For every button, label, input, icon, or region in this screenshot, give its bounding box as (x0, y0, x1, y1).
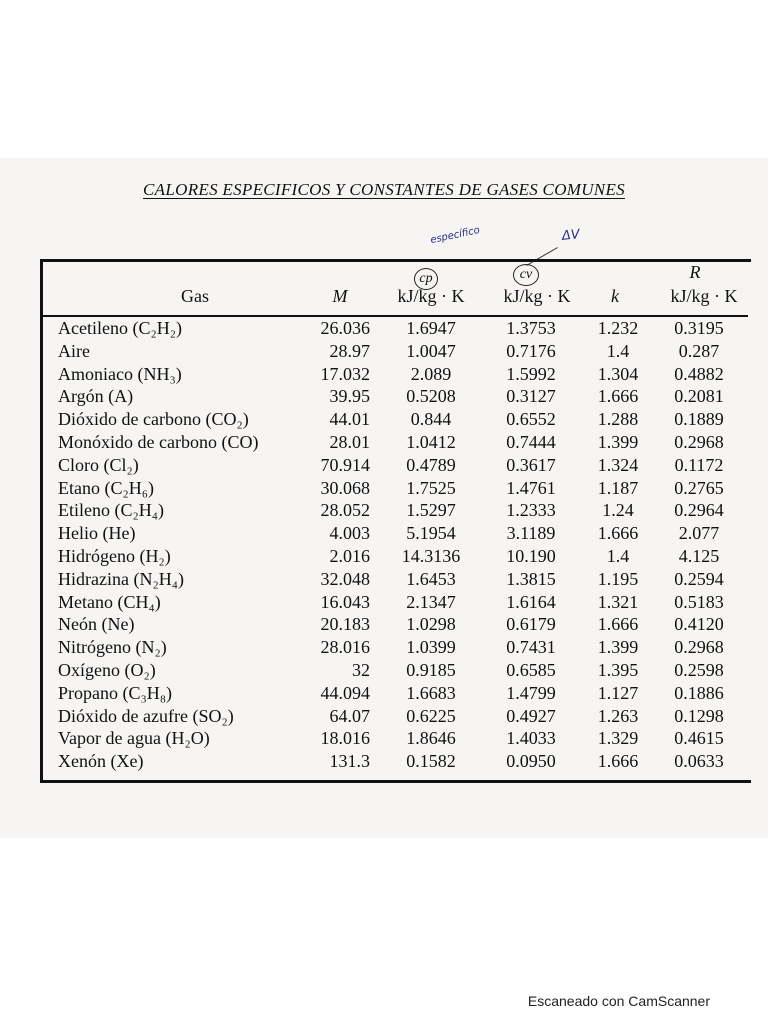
cell-k: 1.24 (602, 500, 634, 521)
cell-gas: Etileno (C₂H₄) (58, 500, 165, 521)
table-body (0, 317, 768, 773)
cell-r: 0.2594 (674, 568, 724, 589)
cell-m: 28.01 (329, 431, 370, 452)
cell-k: 1.324 (597, 454, 639, 475)
cell-cv: 0.6552 (506, 409, 556, 430)
cell-cv: 0.0950 (506, 751, 556, 772)
table-row (0, 727, 768, 750)
cell-k: 1.127 (597, 682, 639, 703)
header-cv-symbol: cv (513, 264, 539, 286)
table-row (0, 454, 768, 477)
cell-k: 1.263 (597, 705, 639, 726)
cell-m: 64.07 (329, 705, 370, 726)
cell-r: 0.4615 (674, 728, 724, 749)
header-k: k (611, 286, 619, 306)
cell-k: 1.232 (597, 318, 639, 338)
cell-r: 0.5183 (674, 591, 724, 612)
document-title: CALORES ESPECIFICOS Y CONSTANTES DE GASES COMUNES (143, 180, 625, 199)
table-row (0, 568, 768, 591)
cell-r: 0.2968 (674, 637, 724, 658)
cell-r: 0.2964 (674, 500, 724, 521)
cell-cv: 0.4927 (506, 705, 556, 726)
cell-r: 0.2081 (674, 386, 724, 407)
cell-k: 1.187 (597, 477, 639, 498)
cell-cv: 1.6164 (506, 591, 556, 612)
cell-r: 4.125 (678, 545, 720, 566)
cell-gas: Monóxido de carbono (CO) (58, 431, 259, 452)
cell-m: 70.914 (320, 454, 370, 475)
cell-gas: Acetileno (C₂H₂) (58, 318, 183, 338)
cell-m: 4.003 (329, 523, 370, 544)
cell-r: 0.287 (678, 340, 720, 361)
header-cp-symbol: cp (414, 268, 438, 290)
cell-gas: Cloro (Cl₂) (58, 454, 139, 475)
cell-cp: 1.0399 (406, 637, 456, 658)
cell-k: 1.321 (597, 591, 639, 612)
cell-k: 1.195 (597, 568, 639, 589)
cell-gas: Xenón (Xe) (58, 751, 144, 772)
table-row (0, 522, 768, 545)
camscanner-watermark: Escaneado con CamScanner (527, 993, 710, 1009)
table-row (0, 340, 768, 363)
cell-cv: 0.6179 (506, 614, 556, 635)
cell-gas: Oxígeno (O₂) (58, 659, 156, 680)
cell-cp: 0.5208 (406, 386, 456, 407)
header-cv-unit: kJ/kg · K (503, 286, 571, 306)
cell-cv: 1.4799 (506, 682, 556, 703)
cell-gas: Dióxido de azufre (SO₂) (58, 705, 234, 726)
cell-gas: Propano (C₃H₈) (58, 682, 173, 703)
table-row (0, 408, 768, 431)
cell-k: 1.666 (597, 523, 639, 544)
cell-cp: 1.0047 (406, 340, 456, 361)
handwritten-note-cv: ΔV (561, 227, 581, 244)
cell-r: 0.3195 (674, 318, 724, 338)
cell-gas: Dióxido de carbono (CO₂) (58, 409, 249, 430)
cell-r: 0.1298 (674, 705, 724, 726)
cell-gas: Helio (He) (58, 523, 136, 544)
cell-r: 0.2598 (674, 659, 724, 680)
cell-k: 1.288 (597, 409, 639, 430)
handwritten-note-cp: específico (429, 224, 481, 247)
cell-m: 20.183 (320, 614, 370, 635)
cell-r: 0.1889 (674, 409, 724, 430)
cell-r: 0.4120 (674, 614, 724, 635)
cell-cv: 1.4033 (506, 728, 556, 749)
cell-cv: 1.5992 (506, 363, 556, 384)
cell-m: 16.043 (320, 591, 370, 612)
cell-r: 0.4882 (674, 363, 724, 384)
cell-cp: 1.7525 (406, 477, 456, 498)
cell-m: 28.052 (320, 500, 370, 521)
cell-cp: 1.6453 (406, 568, 456, 589)
cell-cv: 1.3753 (506, 318, 556, 338)
cell-m: 28.97 (329, 340, 370, 361)
cell-k: 1.666 (597, 386, 639, 407)
cell-r: 0.2968 (674, 431, 724, 452)
cell-gas: Hidrazina (N₂H₄) (58, 568, 184, 589)
cell-cv: 0.3617 (506, 454, 556, 475)
header-r-symbol: R (689, 262, 701, 282)
table-row (0, 591, 768, 614)
cell-cv: 0.7431 (506, 637, 556, 658)
table-row (0, 682, 768, 705)
cell-gas: Argón (A) (58, 386, 134, 407)
cell-gas: Aire (58, 340, 90, 361)
cell-k: 1.304 (597, 363, 639, 384)
cell-k: 1.4 (606, 545, 630, 566)
header-gas: Gas (181, 286, 209, 306)
cell-k: 1.399 (597, 431, 639, 452)
cell-cp: 1.6947 (406, 318, 456, 338)
table-row (0, 385, 768, 408)
cell-cv: 1.4761 (506, 477, 556, 498)
cell-m: 32.048 (320, 568, 370, 589)
cell-cv: 10.190 (506, 545, 556, 566)
cell-cv: 0.7444 (506, 431, 556, 452)
cell-m: 17.032 (320, 363, 370, 384)
cell-k: 1.666 (597, 614, 639, 635)
table-row (0, 477, 768, 500)
cell-cp: 0.844 (410, 409, 452, 430)
cell-gas: Amoniaco (NH₃) (58, 363, 182, 384)
cell-k: 1.399 (597, 637, 639, 658)
cell-gas: Neón (Ne) (58, 614, 135, 635)
cell-m: 131.3 (329, 751, 370, 772)
table-row (0, 545, 768, 568)
cell-m: 2.016 (329, 545, 370, 566)
table-row (0, 659, 768, 682)
cell-cp: 2.1347 (406, 591, 456, 612)
cell-m: 44.01 (329, 409, 370, 430)
cell-m: 28.016 (320, 637, 370, 658)
cell-k: 1.4 (606, 340, 630, 361)
cell-gas: Metano (CH₄) (58, 591, 161, 612)
cell-cp: 5.1954 (406, 523, 456, 544)
cell-cv: 0.7176 (506, 340, 556, 361)
table-row (0, 363, 768, 386)
header-r-unit: kJ/kg · K (670, 286, 738, 306)
cell-cv: 0.6585 (506, 659, 556, 680)
cell-gas: Vapor de agua (H₂O) (58, 728, 210, 749)
table-row (0, 636, 768, 659)
cell-m: 32 (352, 659, 370, 680)
header-cp-unit: kJ/kg · K (397, 286, 465, 306)
cell-cp: 2.089 (410, 363, 452, 384)
cell-cv: 1.2333 (506, 500, 556, 521)
table-row (0, 750, 768, 773)
table-row (0, 499, 768, 522)
cell-cp: 1.6683 (406, 682, 456, 703)
cell-m: 26.036 (320, 318, 370, 338)
cell-cp: 1.5297 (406, 500, 456, 521)
cell-cp: 14.3136 (401, 545, 461, 566)
cell-cp: 1.8646 (406, 728, 456, 749)
cell-cp: 0.9185 (406, 659, 456, 680)
cell-k: 1.395 (597, 659, 639, 680)
cell-r: 0.1172 (674, 454, 724, 475)
cell-cp: 1.0298 (406, 614, 456, 635)
table-row (0, 705, 768, 728)
cell-m: 39.95 (329, 386, 370, 407)
cell-m: 44.094 (320, 682, 370, 703)
cell-m: 18.016 (320, 728, 370, 749)
table-row (0, 317, 768, 340)
header-molar-mass: M (332, 286, 348, 306)
cell-cp: 0.6225 (406, 705, 456, 726)
cell-r: 0.0633 (674, 751, 724, 772)
cell-cp: 0.1582 (406, 751, 456, 772)
cell-k: 1.666 (597, 751, 639, 772)
cell-cp: 0.4789 (406, 454, 456, 475)
cell-r: 0.2765 (674, 477, 724, 498)
cell-cp: 1.0412 (406, 431, 456, 452)
cell-cv: 3.1189 (506, 523, 556, 544)
cell-cv: 0.3127 (506, 386, 556, 407)
cell-cv: 1.3815 (506, 568, 556, 589)
cell-k: 1.329 (597, 728, 639, 749)
cell-gas: Hidrógeno (H₂) (58, 545, 171, 566)
cell-r: 2.077 (678, 523, 720, 544)
cell-m: 30.068 (320, 477, 370, 498)
cell-gas: Nitrógeno (N₂) (58, 637, 167, 658)
cell-r: 0.1886 (674, 682, 724, 703)
cell-gas: Etano (C₂H₆) (58, 477, 155, 498)
table-row (0, 431, 768, 454)
table-row (0, 613, 768, 636)
